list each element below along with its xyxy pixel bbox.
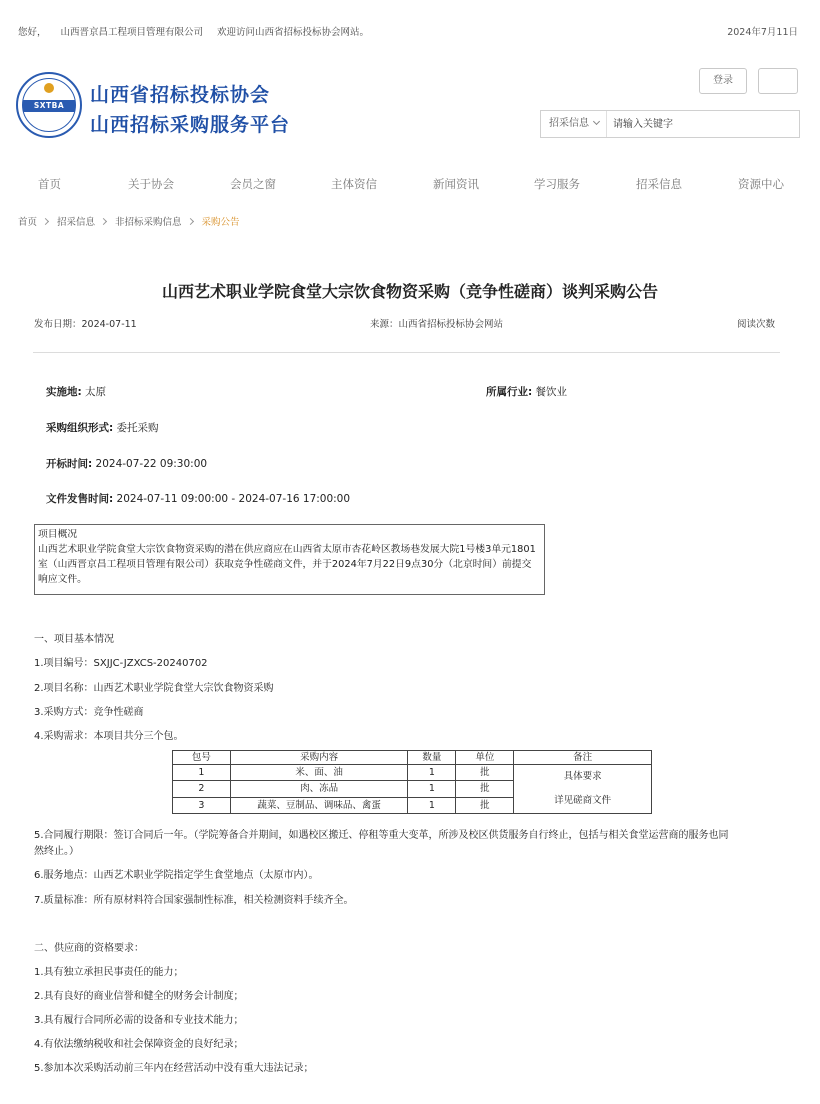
qualification-item: 3.具有履行合同所必需的设备和专业技术能力； — [34, 1015, 244, 1026]
welcome-text — [18, 24, 383, 38]
logo-name-line1: 山西省招标投标协会 — [90, 84, 271, 106]
welcome-message: 欢迎访问山西省招标投标协会网站。 — [217, 27, 370, 38]
location-label: 实施地: — [46, 386, 82, 398]
package-no: 2 — [173, 781, 231, 797]
industry-value: 餐饮业 — [535, 386, 568, 398]
doc-time-value: 2024-07-11 09:00:00 - 2024-07-16 17:00:00 — [116, 493, 351, 505]
project-overview-box — [34, 524, 545, 595]
breadcrumb-home[interactable]: 首页 — [18, 217, 38, 228]
chevron-right-icon — [42, 218, 49, 225]
package-qty: 1 — [408, 797, 456, 813]
service-location: 6.服务地点：山西艺术职业学院指定学生食堂地点（太原市内）。 — [34, 870, 319, 881]
association-logo-seal[interactable] — [16, 72, 82, 138]
chevron-right-icon — [100, 218, 107, 225]
package-table — [172, 750, 652, 814]
article-source: 来源：山西省招标投标协会网站 — [370, 319, 504, 330]
search-category-label: 招采信息 — [549, 118, 589, 129]
publish-date: 发布日期：2024-07-11 — [34, 319, 137, 330]
package-remark — [514, 765, 652, 814]
site-logo-text[interactable] — [90, 80, 290, 137]
package-content: 肉、冻品 — [230, 781, 408, 797]
login-button[interactable]: 登录 — [699, 68, 747, 94]
search-input[interactable] — [613, 114, 793, 134]
project-name: 2.项目名称：山西艺术职业学院食堂大宗饮食物资采购 — [34, 683, 274, 694]
article-title: 山西艺术职业学院食堂大宗饮食物资采购（竞争性磋商）谈判采购公告 — [161, 282, 658, 301]
breadcrumb — [18, 214, 240, 228]
qualification-item: 4.有依法缴纳税收和社会保障资金的良好纪录； — [34, 1039, 244, 1050]
table-header-row — [173, 751, 652, 765]
table-header: 备注 — [514, 751, 652, 765]
industry-label: 所属行业: — [486, 386, 533, 398]
greeting: 您好， — [18, 27, 47, 38]
location-field — [46, 384, 106, 399]
package-unit: 批 — [456, 765, 514, 781]
procurement-method: 3.采购方式：竞争性磋商 — [34, 707, 144, 718]
table-header: 数量 — [408, 751, 456, 765]
bid-open-value: 2024-07-22 09:30:00 — [95, 458, 208, 470]
bid-open-label: 开标时间: — [46, 458, 93, 470]
logo-name-line2: 山西招标采购服务平台 — [90, 114, 291, 136]
qualification-item: 5.参加本次采购活动前三年内在经营活动中没有重大违法记录； — [34, 1063, 314, 1074]
package-unit: 批 — [456, 797, 514, 813]
org-form-field — [46, 420, 159, 435]
nav-item-resources[interactable]: 资源中心 — [738, 177, 784, 191]
package-qty: 1 — [408, 765, 456, 781]
industry-field — [486, 384, 567, 399]
current-date: 2024年7月11日 — [727, 27, 798, 38]
org-form-label: 采购组织形式: — [46, 422, 114, 434]
package-content: 蔬菜、豆制品、调味品、禽蛋 — [230, 797, 408, 813]
package-no: 1 — [173, 765, 231, 781]
nav-item-members[interactable]: 会员之窗 — [230, 177, 276, 191]
seal-emblem-icon — [44, 83, 54, 93]
section1-heading: 一、项目基本情况 — [34, 634, 114, 645]
view-count: 阅读次数 — [737, 319, 776, 330]
breadcrumb-non-tender[interactable]: 非招标采购信息 — [115, 217, 182, 228]
nav-item-credit[interactable]: 主体资信 — [331, 177, 377, 191]
package-unit: 批 — [456, 781, 514, 797]
doc-time-label: 文件发售时间: — [46, 493, 114, 505]
bid-open-field — [46, 456, 207, 471]
quality-standard: 7.质量标准：所有原材料符合国家强制性标准，相关检测资料手续齐全。 — [34, 895, 354, 906]
doc-time-field — [46, 491, 350, 506]
overview-body: 山西艺术职业学院食堂大宗饮食物资采购的潜在供应商应在山西省太原市杏花岭区教场巷发展大院1号楼3单元1801室（山西晋京昌工程项目管理有限公司）获取竞争性磋商文件，并于2024年7月22日9点30分（北京时间）前提交响应文件。 — [38, 544, 536, 585]
nav-item-learning[interactable]: 学习服务 — [534, 177, 580, 191]
breadcrumb-procurement[interactable]: 招采信息 — [57, 217, 96, 228]
search-bar — [540, 110, 800, 138]
package-content: 米、面、油 — [230, 765, 408, 781]
contract-period-line2: 然终止。） — [34, 846, 79, 857]
package-no: 3 — [173, 797, 231, 813]
table-header: 包号 — [173, 751, 231, 765]
top-bar — [0, 0, 798, 52]
procurement-demand: 4.采购需求：本项目共分三个包。 — [34, 731, 184, 742]
remark-line1: 具体要求 — [563, 771, 602, 782]
breadcrumb-current: 采购公告 — [201, 217, 240, 228]
qualification-item: 1.具有独立承担民事责任的能力； — [34, 967, 184, 978]
nav-item-home[interactable]: 首页 — [38, 177, 61, 191]
package-qty: 1 — [408, 781, 456, 797]
chevron-right-icon — [187, 218, 194, 225]
site-header — [0, 52, 780, 162]
nav-item-news[interactable]: 新闻资讯 — [433, 177, 479, 191]
chevron-down-icon — [593, 118, 600, 125]
company-name: 山西晋京昌工程项目管理有限公司 — [60, 27, 204, 38]
register-button[interactable] — [758, 68, 798, 94]
nav-item-about[interactable]: 关于协会 — [128, 177, 174, 191]
overview-heading: 项目概况 — [38, 529, 78, 540]
qualification-item: 2.具有良好的商业信誉和健全的财务会计制度； — [34, 991, 244, 1002]
location-value: 太原 — [85, 386, 107, 398]
org-form-value: 委托采购 — [116, 422, 159, 434]
remark-line2: 详见磋商文件 — [554, 795, 612, 806]
seal-band: SXTBA — [23, 100, 75, 112]
table-row — [173, 765, 652, 781]
divider — [33, 352, 780, 353]
table-header: 单位 — [456, 751, 514, 765]
project-number: 1.项目编号：SXJJC-JZXCS-20240702 — [34, 658, 208, 669]
search-category-select[interactable] — [541, 111, 607, 137]
section2-heading: 二、供应商的资格要求： — [34, 943, 144, 954]
nav-item-procurement[interactable]: 招采信息 — [636, 177, 682, 191]
table-header: 采购内容 — [230, 751, 408, 765]
main-nav — [0, 170, 784, 200]
contract-period-line1: 5.合同履行期限：签订合同后一年。（学院筹备合并期间，如遇校区搬迁、停租等重大变革，所涉及校区供货服务自行终止，包括与相关食堂运营商的服务也同 — [34, 830, 729, 841]
